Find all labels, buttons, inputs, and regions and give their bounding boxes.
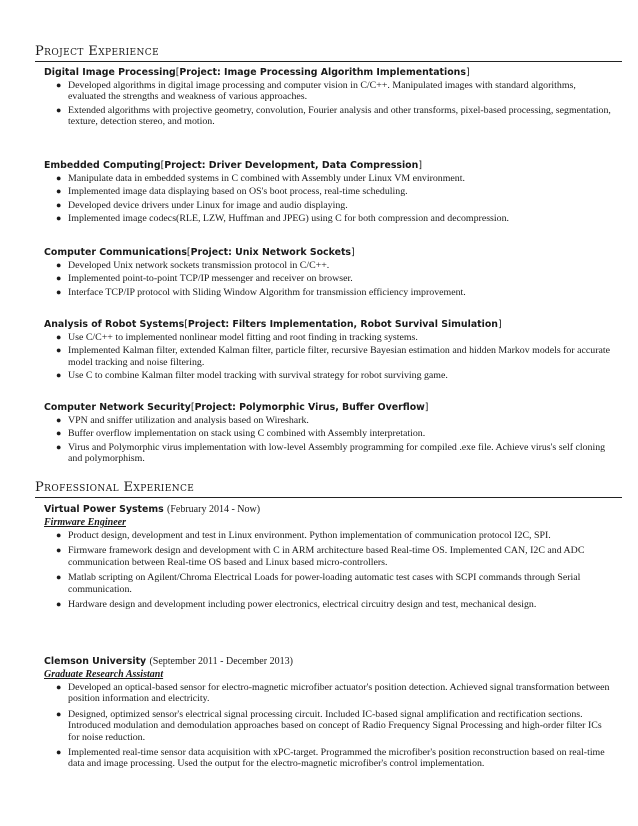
bullet-list [44, 80, 622, 128]
project-item [44, 402, 622, 467]
list-item: ● Product design, development and test in Linux environment. Python implementation of communication protocol I2C, SPI. [56, 530, 551, 541]
list-item: ● Developed device drivers under Linux for image and audio displaying. [56, 199, 348, 211]
section-title-professional-experience: Professional Experience [35, 480, 622, 498]
list-item: ● Developed an optical-based sensor for electro-magnetic microfiber actuator's position detection. Achieved signal transformation between position information and electricity. [56, 682, 610, 705]
bullet-list [44, 332, 622, 382]
list-item: ● Firmware framework design and development with C in ARM architecture based Real-time OS. Implemented CAN, I2C and ADC communication between Real-time OS based and Linux based micro-controllers. [56, 545, 585, 568]
section-title-project-experience: Project Experience [35, 44, 622, 62]
project-title: Project: Image Processing Algorithm Implementations [179, 67, 466, 78]
project-name: Analysis of Robot Systems [44, 319, 185, 330]
job-dates: (September 2011 - December 2013) [149, 656, 293, 667]
project-name: Embedded Computing [44, 160, 161, 171]
company-name: Virtual Power Systems [44, 504, 164, 515]
job-heading [44, 504, 622, 516]
project-item [44, 247, 622, 300]
job-role: Firmware Engineer [44, 517, 126, 528]
list-item: ● Matlab scripting on Agilent/Chroma Electrical Loads for power-loading automatic test cases with SCPI commands through Serial communication. [56, 572, 581, 595]
project-heading: Computer Network Security[Project: Polymorphic Virus, Buffer Overflow] [44, 402, 429, 413]
list-item: ● Manipulate data in embedded systems in C combined with Assembly under Linux VM environment. [56, 173, 465, 184]
list-item: ● Virus and Polymorphic virus implementation with low-level Assembly programming for compiled .exe file. Achieve virus's self cloning and polymorphism. [56, 441, 606, 465]
project-title: Project: Unix Network Sockets [190, 247, 352, 258]
list-item: ● Developed Unix network sockets transmission protocol in C/C++. [56, 260, 330, 271]
list-item: ● Use C/C++ to implemented nonlinear model fitting and root finding in tracking systems. [56, 332, 418, 343]
list-item: ● Interface TCP/IP protocol with Sliding Window Algorithm for transmission efficiency improvement. [56, 286, 466, 298]
project-name: Computer Communications [44, 247, 187, 258]
list-item: ● Extended algorithms with projective geometry, convolution, Fourier analysis and other transforms, pixel-based processing, segmentation, texture, detection stereo, and motion. [56, 104, 611, 128]
bullet-list [44, 173, 622, 225]
project-title: Project: Polymorphic Virus, Buffer Overflow [194, 402, 425, 413]
project-heading: Analysis of Robot Systems[Project: Filters Implementation, Robot Survival Simulation] [44, 319, 502, 330]
job-item [44, 656, 622, 774]
list-item: ● Hardware design and development including power electronics, electrical circuitry design and test, mechanical design. [56, 599, 537, 611]
job-role: Graduate Research Assistant [44, 669, 164, 680]
project-item [44, 319, 622, 384]
list-item: ● Implemented real-time sensor data acquisition with xPC-target. Programmed the microfiber's position reconstruction based on real-time data and image processing. Used the output for the electro-magnetic microfiber's control implementation. [56, 747, 605, 770]
list-item: ● Implemented image codecs(RLE, LZW, Huffman and JPEG) using C for both compression and decompression. [56, 213, 509, 225]
company-name: Clemson University [44, 656, 147, 667]
project-item [44, 67, 622, 130]
project-title: Project: Filters Implementation, Robot Survival Simulation [187, 319, 498, 330]
list-item: ● VPN and sniffer utilization and analysis based on Wireshark. [56, 415, 309, 426]
project-heading: Digital Image Processing[Project: Image Processing Algorithm Implementations] [44, 67, 470, 78]
list-item: ● Implemented image data displaying based on OS's boot process, real-time scheduling. [56, 186, 408, 198]
list-item: ● Developed algorithms in digital image processing and computer vision in C/C++. Manipulated images with standard algorithms, evaluated the strengths and weakness of various approaches. [56, 80, 576, 103]
bullet-list [44, 530, 622, 610]
job-item [44, 504, 622, 614]
list-item: ● Buffer overflow implementation on stack using C combined with Assembly interpretation. [56, 428, 426, 440]
list-item: ● Designed, optimized sensor's electrical signal processing circuit. Included IC-based signal amplification and rectification sections. Introduced modulation and demodulation approaches based on concept of Radio Frequency Signal Processing and high-order filter ICs for noise reduction. [56, 708, 602, 743]
project-heading: Computer Communications[Project: Unix Network Sockets] [44, 247, 355, 258]
project-name: Digital Image Processing [44, 67, 176, 78]
list-item: ● Implemented point-to-point TCP/IP messenger and receiver on browser. [56, 273, 353, 285]
project-name: Computer Network Security [44, 402, 191, 413]
project-heading: Embedded Computing[Project: Driver Development, Data Compression] [44, 160, 422, 171]
list-item: ● Implemented Kalman filter, extended Kalman filter, particle filter, recursive Bayesian estimation and hidden Markov models for accurate model tracking and noise filtering. [56, 345, 611, 368]
job-heading [44, 656, 622, 668]
bullet-list [44, 260, 622, 298]
project-item [44, 160, 622, 227]
list-item: ● Use C to combine Kalman filter model tracking with survival strategy for robot surviving game. [56, 370, 448, 382]
bullet-list [44, 415, 622, 465]
project-title: Project: Driver Development, Data Compression [164, 160, 419, 171]
bullet-list [44, 682, 622, 770]
job-dates: (February 2014 - Now) [167, 504, 261, 515]
